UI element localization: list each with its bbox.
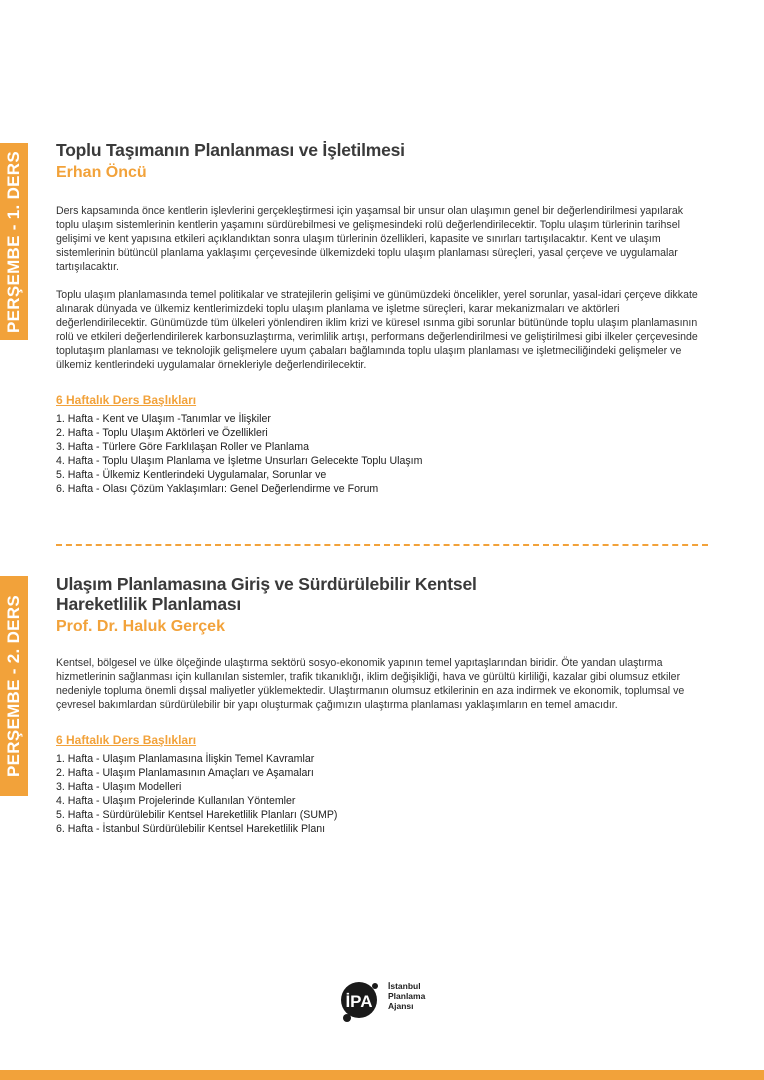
day-tab-1 — [0, 143, 28, 340]
course-description: Toplu ulaşım planlamasında temel politikalar ve stratejilerin gelişimi ve günümüzdeki öncelikler, yerel sorunlar, yasal-idari çerçeve dikkate alınarak dünyada ve ülkemiz kentlerimizdeki toplu ulaşım planlama ve işletme süreçleri, karar mekanizmaları ve aktörleri değerlendirilecektir. Günümüzde tüm ülkeleri yönlendiren iklim krizi ve küresel ısınma gibi sorunlar bütününde toplu ulaşım planlamasının rolü ve etkileri değerlendirilerek karbonsuzlaştırma, verimlilik artışı, performans değerlendirilmesi ve geliştirilmesi gibi ilkeler çerçevesinde toplutaşım planlaması ve teknolojik gelişmelere uyum çabaları bağlamında toplu ulaşım planlaması ve işletmeciliğindeki gelişmeler ve ülkemiz kentlerindeki uygulamalar örnekleriyle değerlendirilecektir. — [56, 289, 698, 371]
week-item: 4. Hafta - Ulaşım Projelerinde Kullanılan Yöntemler — [56, 795, 296, 807]
week-item: 1. Hafta - Ulaşım Planlamasına İlişkin Temel Kavramlar — [56, 753, 315, 765]
course-description: Ders kapsamında önce kentlerin işlevlerini gerçekleştirmesi için yaşamsal bir unsur olan ulaşımın genel bir değerlendirilmesi yapılarak toplu ulaşım sistemlerinin kentlerin yaşamını sürdürebilmesi ve gelişmesindeki rolü değerlendirilecektir. Toplu ulaşım türlerinin tarihsel gelişimi ve kent yapısına etkileri açıklandıktan sonra ulaşım türlerinin özellikleri, kapasite ve sınırları tartışılacaktır. Kent ve ulaşım sistemlerinin bütüncül planlama yaklaşımı çerçevesinde ülkemizdeki toplu ulaşım planlaması süreçleri, yasal çerçeve ve uygulamalar tartışılacaktır. — [56, 205, 684, 273]
day-tab-label: PERŞEMBE - 1. DERS — [4, 150, 23, 333]
week-item: 6. Hafta - Olası Çözüm Yaklaşımları: Genel Değerlendirme ve Forum — [56, 483, 379, 495]
weeks-list — [56, 412, 706, 496]
course-title: Toplu Taşımanın Planlanması ve İşletilmesi — [56, 140, 405, 160]
footer-bar — [0, 1070, 764, 1080]
logo-wordmark-line: Ajansı — [388, 1001, 414, 1011]
weeks-heading: 6 Haftalık Ders Başlıkları — [56, 393, 197, 407]
course-section-1 — [56, 140, 706, 496]
course-title — [56, 574, 706, 614]
instructor-name: Prof. Dr. Haluk Gerçek — [56, 618, 225, 635]
ipa-logo — [337, 978, 437, 1024]
week-item: 2. Hafta - Ulaşım Planlamasının Amaçları ve Aşamaları — [56, 767, 314, 779]
section-divider — [56, 544, 708, 546]
week-item: 4. Hafta - Toplu Ulaşım Planlama ve İşletme Unsurları Gelecekte Toplu Ulaşım — [56, 455, 423, 467]
ipa-logo-mark — [337, 978, 385, 1024]
week-item: 3. Hafta - Ulaşım Modelleri — [56, 781, 182, 793]
week-item: 2. Hafta - Toplu Ulaşım Aktörleri ve Özellikleri — [56, 427, 268, 439]
logo-wordmark-line: Planlama — [388, 991, 426, 1001]
course-section-2 — [56, 574, 706, 836]
day-tab-label: PERŞEMBE - 2. DERS — [4, 594, 23, 778]
logo-wordmark-line: İstanbul — [388, 981, 421, 991]
instructor-name: Erhan Öncü — [56, 164, 147, 181]
weeks-list — [56, 752, 706, 836]
ipa-logo-mark-text: İPA — [345, 992, 373, 1011]
course-description: Kentsel, bölgesel ve ülke ölçeğinde ulaştırma sektörü sosyo-ekonomik yapının temel yapıtaşlarından biridir. Öte yandan ulaştırma hizmetlerinin sağlanması için kullanılan sistemler, trafik tıkanıklığı, iklim değişikliği, hava ve gürültü kirliliği, kazalar gibi olumsuz etkiler nedeniyle topluma önemli dışsal maliyetler yüklemektedir. Ulaştırmanın olumsuz etkilerinin en aza indirmek ve ekonomik, toplumsal ve çevresel bakımlardan sürdürülebilir bir yapı oluşturmak çağımızın ulaştırma planlaması yaklaşımların en temel amacıdır. — [56, 657, 685, 711]
course-title-line: Hareketlilik Planlaması — [56, 594, 242, 614]
week-item: 1. Hafta - Kent ve Ulaşım -Tanımlar ve İlişkiler — [56, 413, 271, 425]
course-title-line: Ulaşım Planlamasına Giriş ve Sürdürülebilir Kentsel — [56, 574, 477, 594]
logo-wordmark — [388, 981, 425, 1011]
week-item: 5. Hafta - Ülkemiz Kentlerindeki Uygulamalar, Sorunlar ve — [56, 469, 327, 481]
week-item: 6. Hafta - İstanbul Sürdürülebilir Kentsel Hareketlilik Planı — [56, 823, 326, 835]
week-item: 5. Hafta - Sürdürülebilir Kentsel Hareketlilik Planları (SUMP) — [56, 809, 338, 821]
weeks-heading: 6 Haftalık Ders Başlıkları — [56, 733, 197, 747]
day-tab-2 — [0, 576, 28, 796]
week-item: 3. Hafta - Türlere Göre Farklılaşan Roller ve Planlama — [56, 441, 309, 453]
